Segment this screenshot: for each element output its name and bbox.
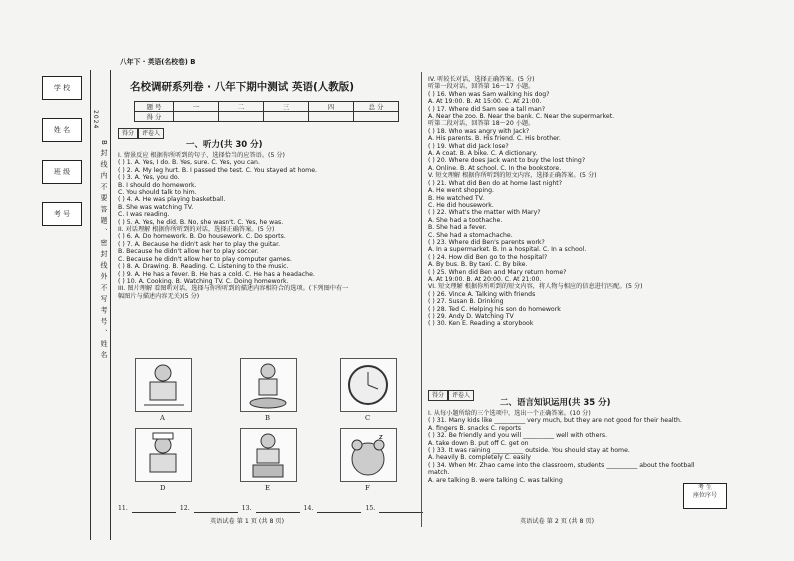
left-questions [118,152,348,300]
answer-number: 11. [118,505,128,512]
question-line: ( ) 5. A. Yes, he did. B. No, she wasn't. C. Yes, he was. [118,218,284,226]
score-cell[interactable] [309,112,354,122]
question-line: ( ) 21. What did Ben do at home last night? [428,179,562,187]
right-questions [428,76,643,328]
question-line: ( ) 29. Andy D. Watching TV [428,313,514,320]
name-field[interactable]: 姓 名 [42,118,82,142]
question-line: VI. 短文理解 根据你所听到的短文内容，将人物与相应的信息进行匹配。(5 分) [428,283,643,291]
question-line: II. 对话理解 根据你所听到的对话，选择正确答案。(5 分) [118,226,275,234]
question-line: 听第二段对话，回答第 18～20 小题。 [428,120,535,128]
question-line: ( ) 23. Where did Ben's parents work? [428,238,545,246]
school-field[interactable]: 学 校 [42,76,82,100]
seal-line-left [90,70,91,540]
class-field[interactable]: 班 级 [42,160,82,184]
page-divider [421,72,422,527]
score-table-header: 一 [174,102,219,112]
question-line: ( ) 26. Vince A. Talking with friends [428,290,536,298]
question-line: A. Online. B. At school. C. In the bookstore. [428,164,562,172]
question-line: ( ) 31. Many kids like __________ very much, but they are not good for their health. [428,417,682,425]
picture-label: A [160,414,165,422]
question-line: ( ) 33. It was raining __________ outside. You should stay at home. [428,447,630,455]
question-line: I. 情景反应 根据你所听到的句子，选择恰当的应答语。(5 分) [118,152,285,159]
seal-note: B 封 线 内 不 要 答 题 、 密 封 线 外 不 写 考 号 、 姓 名 [100,140,108,360]
question-line: A. take down B. put off C. get on [428,439,529,447]
question-line: ( ) 17. Where did Sam see a tall man? [428,105,546,113]
question-line: ( ) 10. A. Cooking. B. Watching TV. C. Doing homework. [118,277,289,285]
score-cell[interactable] [174,112,219,122]
question-line: ( ) 6. A. Do homework. B. Do housework. C. Do sports. [118,233,286,241]
picture-label: D [160,484,166,492]
picture-a [135,358,192,412]
picture-label: F [365,484,370,492]
question-line: III. 图片理解 看图听对话，选择与你所听到的描述内容相符合的选项。(下列图中有一 [118,285,349,293]
question-line: ( ) 8. A. Drawing. B. Reading. C. Listening to the music. [118,263,289,271]
question-line: B. She had a fever. [428,224,487,232]
picture-c [340,358,397,412]
grader-box-label: 评卷人 [138,128,164,139]
answer-number: 15. [365,505,376,512]
answer-number: 13. [241,505,252,512]
question-line: C. Because he didn't allow her to play computer games. [118,255,292,263]
question-line: match. [428,469,450,477]
question-line: A. A coat. B. A bike. C. A dictionary. [428,150,538,158]
question-line: ( ) 18. Who was angry with Jack? [428,127,530,135]
question-line: ( ) 1. A. Yes, I do. B. Yes, sure. C. Yes, you can. [118,159,260,167]
question-line: ( ) 30. Ken E. Reading a storybook [428,320,534,328]
person-drawing-icon [136,359,191,411]
cooking-icon [241,359,296,411]
chef-icon [136,429,191,481]
year-label: 2024 [92,110,99,130]
question-line: ( ) 20. Where does Jack want to buy the lost thing? [428,157,586,165]
paper-header-label: 八年下 · 英语(名校卷) B [120,58,196,66]
score-table-header: 三 [264,102,309,112]
question-line: ( ) 27. Susan B. Drinking [428,298,504,306]
question-line: ( ) 22. What's the matter with Mary? [428,209,541,217]
score-box-label: 得分 [428,390,448,401]
page-title: 名校调研系列卷 · 八年下期中测试 英语(人教版) [130,81,355,93]
clock-icon [341,359,396,411]
score-cell[interactable] [354,112,399,122]
question-line: IV. 听较长对话，选择正确答案。(5 分) [428,76,535,83]
question-line: ( ) 2. A. My leg hurt. B. I passed the test. C. You stayed at home. [118,166,317,174]
question-line: ( ) 3. A. Yes, you do. [118,174,180,182]
seat-box-label: 考 生 [698,484,712,491]
question-line: B. Because he didn't allow her to play soccer. [118,248,259,256]
right-questions-2 [428,410,695,484]
question-line: A. In a supermarket. B. In a hospital. C. In a school. [428,246,587,254]
answer-blank[interactable] [256,505,300,513]
question-line: A. She had a toothache. [428,216,503,224]
question-line: ( ) 4. A. He was playing basketball. [118,196,226,204]
answer-number: 12. [179,505,190,512]
grader-box-label: 评卷人 [448,390,474,401]
question-line: I. 从每小题所给的三个选项中，选出一个正确答案。(10 分) [428,410,591,417]
question-line: ( ) 16. When was Sam walking his dog? [428,90,550,98]
svg-text:z: z [379,433,383,441]
question-line: ( ) 28. Ted C. Helping his son do homework [428,305,561,313]
washing-icon [241,429,296,481]
sidebar-fields [42,76,82,226]
question-line: 听第一段对话，回答第 16～17 小题。 [428,83,535,91]
question-line: A. He went shopping. [428,187,494,195]
question-line: A. By bus. B. By taxi. C. By bike. [428,261,528,269]
sleeping-bear-icon [341,429,396,481]
question-line: ( ) 32. Be friendly and you will __________ well with others. [428,432,608,440]
picture-label: E [265,484,270,492]
question-line: 幅图片与描述内容无关)(5 分) [118,292,200,300]
question-line: A. Near the zoo. B. Near the bank. C. Near the supermarket. [428,113,615,121]
section1-title: 一、听力(共 30 分) [186,140,263,150]
answer-number: 14. [303,505,314,512]
question-line: A. heavily B. completely C. easily [428,454,531,462]
question-line: ( ) 19. What did Jack lose? [428,142,509,150]
picture-d [135,428,192,482]
seal-line-right [110,70,111,540]
question-line: ( ) 7. A. Because he didn't ask her to play the guitar. [118,240,281,248]
question-line: ( ) 9. A. He has a fever. B. He has a cold. C. He has a headache. [118,270,315,278]
question-line: ( ) 24. How did Ben go to the hospital? [428,253,548,261]
question-line: A. At 19:00. B. At 20:00. C. At 21:00. [428,275,542,283]
score-table-header: 二 [219,102,264,112]
picture-label: C [365,414,371,422]
seat-box-label: 座位序号 [692,492,717,499]
question-line: A. fingers B. snacks C. reports [428,424,522,432]
section2-title: 二、语言知识运用(共 35 分) [500,398,611,408]
score-box-2 [428,390,474,401]
question-line: ( ) 34. When Mr. Zhao came into the classroom, students __________ about the football [428,461,695,469]
answer-line [118,505,423,513]
score-table [134,101,399,122]
score-table-header: 总 分 [354,102,399,112]
question-line: C. She had a stomachache. [428,231,513,239]
score-box-1 [118,128,164,139]
score-table-header: 四 [309,102,354,112]
picture-grid [135,358,405,508]
question-line: V. 短文理解 根据你所听到的短文内容，选择正确答案。(5 分) [428,172,597,180]
score-cell[interactable] [264,112,309,122]
question-line: A. At 19:00. B. At 15:00. C. At 21:00. [428,98,542,106]
question-line: B. He watched TV. [428,194,485,202]
answer-blank[interactable] [379,505,423,513]
seat-number-box[interactable] [683,483,727,509]
question-line: C. I was reading. [118,211,170,219]
exam-number-field[interactable]: 考 号 [42,202,82,226]
question-line: B. I should do homework. [118,181,197,189]
score-cell[interactable] [219,112,264,122]
question-line: B. She was watching TV. [118,203,194,211]
right-footer: 英语试卷 第 2 页 (共 8 页) [520,518,595,525]
answer-blank[interactable] [317,505,361,513]
answer-blank[interactable] [132,505,176,513]
score-box-label: 得分 [118,128,138,139]
picture-b [240,358,297,412]
picture-f [340,428,397,482]
question-line: A. are talking B. were talking C. was talking [428,476,563,484]
question-line: ( ) 25. When did Ben and Mary return home? [428,268,567,276]
question-line: C. You should talk to him. [118,189,197,197]
question-line: A. His parents. B. His friend. C. His brother. [428,135,561,143]
left-footer: 英语试卷 第 1 页 (共 8 页) [210,518,285,525]
score-row-label: 得 分 [135,112,174,122]
picture-label: B [265,414,270,422]
question-line: C. He did housework. [428,201,494,209]
picture-e [240,428,297,482]
score-table-header: 题 号 [135,102,174,112]
answer-blank[interactable] [194,505,238,513]
